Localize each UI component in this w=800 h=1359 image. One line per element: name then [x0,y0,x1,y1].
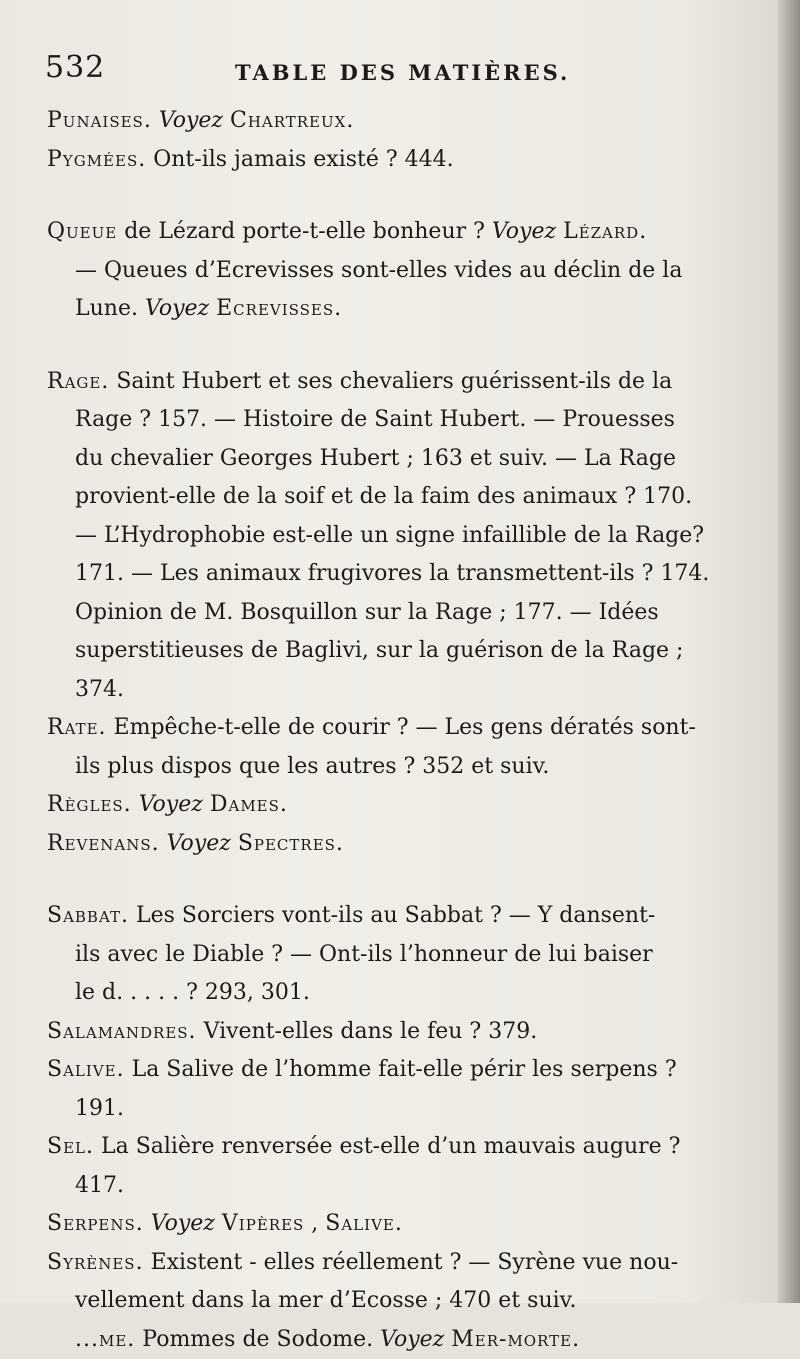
entry-text: du chevalier Georges Hubert ; 163 et suiv. — La Rage [75,446,676,471]
running-title: TABLE DES MATIÈRES. [235,60,570,85]
entry-line [47,290,747,329]
entry-text [215,1211,222,1236]
entry-line [47,478,747,517]
entry-text: Opinion de M. Bosquillon sur la Rage ; 177. — Idées [75,600,659,625]
entry-text [223,108,230,133]
entry-headword: ...me. [75,1327,135,1352]
index-entry [47,1321,747,1359]
entry-headword: Sel. [47,1134,94,1159]
entry-text: 374. [75,677,124,702]
entry-line [47,102,747,141]
cross-reference: Vipères [222,1211,304,1236]
entry-text: , [304,1211,325,1236]
index-entry [47,709,747,786]
entry-line [47,1128,747,1167]
entry-line [47,1205,747,1244]
entry-text: Ont-ils jamais existé ? 444. [153,147,453,172]
entry-headword: Syrènes. [47,1250,144,1275]
entry-line [47,252,747,291]
see-also-label: Voyez [167,831,231,856]
entry-headword: Salive. [47,1057,125,1082]
page-header [45,50,745,94]
index-entry [47,1013,747,1052]
entry-line [47,974,747,1013]
entry-headword: Rage. [47,369,109,394]
entry-line [47,555,747,594]
index-entry [47,1205,747,1244]
entry-text: provient-elle de la soif et de la faim des animaux ? 170. [75,484,692,509]
entry-text: Empêche-t-elle de courir ? — Les gens dératés sont- [114,715,696,740]
entry-text: Saint Hubert et ses chevaliers guérissent-ils de la [116,369,672,394]
see-also-label: Voyez [492,219,556,244]
index-entry [47,1051,747,1128]
entry-text: de Lézard porte-t-elle bonheur ? [124,219,492,244]
entry-line [47,709,747,748]
see-also-label: Voyez [151,1211,215,1236]
entry-text: La Salive de l’homme fait-elle périr les serpens ? [132,1057,677,1082]
entry-text: le d. . . . . ? 293, 301. [75,980,310,1005]
index-entry [47,141,747,180]
index-entry [47,1128,747,1205]
entry-line [47,825,747,864]
entry-text [231,831,238,856]
entry-headword: Sabbat. [47,903,129,928]
index-entries [47,102,747,1359]
see-also-label: Voyez [159,108,223,133]
entry-text: ils plus dispos que les autres ? 352 et suiv. [75,754,549,779]
page-number: 532 [45,50,105,85]
entry-text: — L’Hydrophobie est-elle un signe infaillible de la Rage? [75,523,704,548]
see-also-label: Voyez [139,792,203,817]
entry-text: vellement dans la mer d’Ecosse ; 470 et suiv. [75,1288,576,1313]
entry-line [47,1321,747,1359]
entry-line [47,632,747,671]
cross-reference: Chartreux. [230,108,354,133]
entry-text: ils avec le Diable ? — Ont-ils l’honneur de lui baiser [75,942,653,967]
entry-headword: Règles. [47,792,132,817]
book-spine-shadow [778,0,800,1303]
index-entry [47,1244,747,1321]
entry-text: Rage ? 157. — Histoire de Saint Hubert. — Prouesses [75,407,675,432]
see-also-label: Voyez [380,1327,444,1352]
entry-headword: Pygmées. [47,147,146,172]
entry-line [47,1282,747,1321]
entry-text [444,1327,451,1352]
cross-reference: Spectres. [238,831,344,856]
entry-headword: Serpens. [47,1211,144,1236]
entry-text: — Queues d’Ecrevisses sont-elles vides au déclin de la [75,258,682,283]
entry-line [47,671,747,710]
cross-reference: Mer-morte. [451,1327,580,1352]
entry-line [47,363,747,402]
entry-line [47,213,747,252]
entry-text: 417. [75,1173,124,1198]
cross-reference: Salive. [325,1211,403,1236]
entry-line [47,1013,747,1052]
entry-headword: Revenans. [47,831,160,856]
index-entry [47,897,747,1013]
entry-text: Les Sorciers vont-ils au Sabbat ? — Y dansent- [136,903,655,928]
entry-headword: Queue [47,219,117,244]
index-entry [47,213,747,329]
entry-text: Vivent-elles dans le feu ? 379. [204,1019,538,1044]
entry-line [47,786,747,825]
entry-line [47,1051,747,1090]
entry-headword: Salamandres. [47,1019,197,1044]
entry-text: Existent - elles réellement ? — Syrène vue nou- [151,1250,679,1275]
entry-line [47,594,747,633]
entry-text: Pommes de Sodome. [142,1327,380,1352]
entry-text: 171. — Les animaux frugivores la transmettent-ils ? 174. [75,561,709,586]
index-entry [47,825,747,864]
entry-headword: Rate. [47,715,107,740]
entry-text: superstitieuses de Baglivi, sur la guérison de la Rage ; [75,638,683,663]
entry-line [47,936,747,975]
entry-headword: Punaises. [47,108,152,133]
cross-reference: Dames. [210,792,288,817]
cross-reference: Lézard. [563,219,647,244]
entry-line [47,440,747,479]
index-entry [47,363,747,710]
entry-line [47,517,747,556]
entry-line [47,897,747,936]
entry-text: Lune. [75,296,145,321]
entry-line [47,1090,747,1129]
entry-text [203,792,210,817]
see-also-label: Voyez [145,296,209,321]
entry-text: La Salière renversée est-elle d’un mauvais augure ? [101,1134,681,1159]
entry-line [47,401,747,440]
entry-line [47,141,747,180]
cross-reference: Ecrevisses. [216,296,342,321]
entry-line [47,748,747,787]
entry-line [47,1167,747,1206]
entry-line [47,1244,747,1283]
entry-text: 191. [75,1096,124,1121]
index-entry [47,786,747,825]
index-entry [47,102,747,141]
